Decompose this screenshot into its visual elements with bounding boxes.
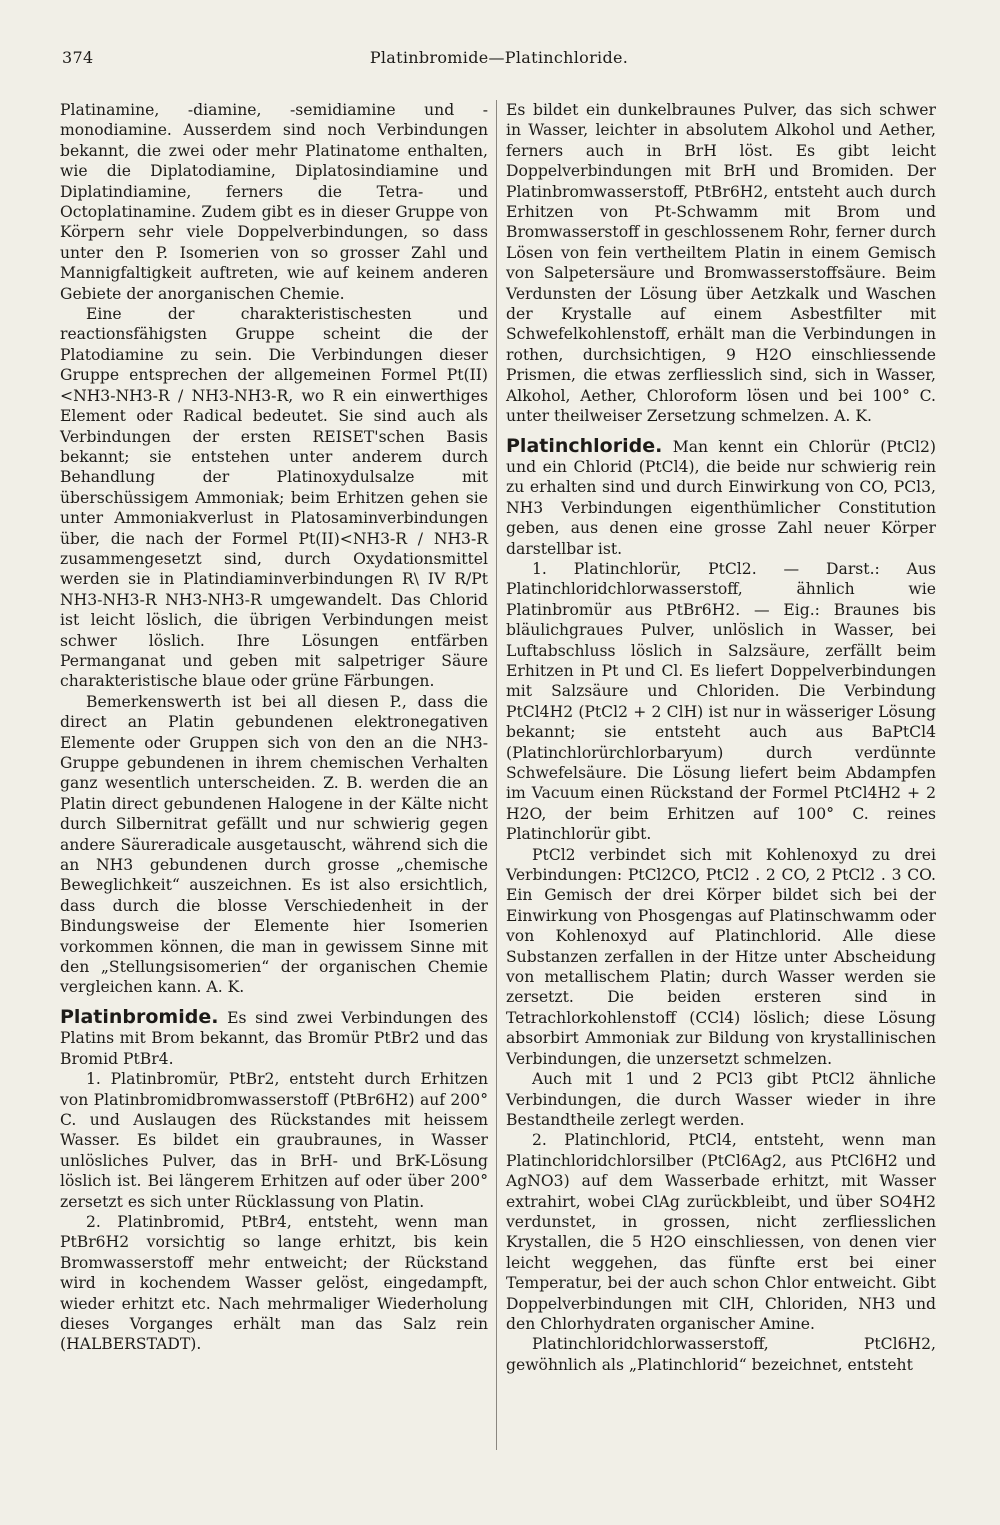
paragraph-kohlenoxyd: PtCl2 verbindet sich mit Kohlenoxyd zu drei Verbindungen: PtCl2CO, PtCl2 . 2 CO, 2 PtCl2 . 3 CO. Ein Gemisch der drei Körper bildet sich bei der Einwirkung von Phosgengas auf Platinschwamm oder von Kohlenoxyd auf Platinchlorid. Alle diese Substanzen zerfallen in der Hitze unter Abscheidung von metallischem Platin; durch Wasser werden sie zersetzt. Die beiden ersteren sind in Tetrachlorkohlenstoff (CCl4) löslich; diese Lösung absorbirt Ammoniak zur Bildung von krystallinischen Verbindungen, die unzersetzt schmelzen. bbox=[506, 845, 936, 1068]
section-platinbromide: Platinbromide. Es sind zwei Verbindungen des Platins mit Brom bekannt, das Bromür PtBr2 und das Bromid PtBr4. bbox=[60, 1005, 488, 1068]
section-heading: Platinbromide. bbox=[60, 1005, 219, 1028]
right-column bbox=[506, 100, 936, 1375]
page-number: 374 bbox=[62, 48, 94, 67]
left-column bbox=[60, 100, 488, 1355]
paragraph-platinamine-intro: Platinamine, -diamine, -semidiamine und -monodiamine. Ausserdem sind noch Verbindungen bekannt, die zwei oder mehr Platinatome enthalten, wie die Diplatodiamine, Diplatosindiamine und Diplatindiamine, ferners die Tetra- und Octoplatinamine. Zudem gibt es in dieser Gruppe von Körpern sehr viele Doppelverbindungen, so dass unter den P. Isomerien von so grosser Zahl und Mannigfaltigkeit auftreten, wie auf keinem anderen Gebiete der anorganischen Chemie. bbox=[60, 101, 488, 303]
page-header bbox=[62, 48, 936, 72]
running-title: Platinbromide—Platinchloride. bbox=[369, 48, 629, 67]
paragraph-pcl3: Auch mit 1 und 2 PCl3 gibt PtCl2 ähnliche Verbindungen, die durch Wasser wieder in ihre Bestandtheile zerlegt werden. bbox=[506, 1070, 936, 1129]
paragraph-platinbromid: 2. Platinbromid, PtBr4, entsteht, wenn man PtBr6H2 vorsichtig so lange erhitzt, bis kein Bromwasserstoff mehr entweicht; der Rückstand wird in kochendem Wasser gelöst, eingedampft, wieder erhitzt etc. Nach mehrmaliger Wiederholung dieses Vorganges erhält man das Salz rein (HALBERSTADT). bbox=[60, 1212, 488, 1354]
section-platinchloride: Platinchloride. Man kennt ein Chlorür (PtCl2) und ein Chlorid (PtCl4), die beide nur schwierig rein zu erhalten sind und durch Einwirkung von CO, PCl3, NH3 Verbindungen eigenthümlicher Constitution geben, aus denen eine grosse Zahl neuer Körper darstellbar ist. bbox=[506, 434, 936, 558]
paragraph-bromid-properties: Es bildet ein dunkelbraunes Pulver, das sich schwer in Wasser, leichter in absolutem Alkohol und Aether, ferners auch in BrH löst. Es gibt leicht Doppelverbindungen mit BrH und Bromiden. Der Platinbromwasserstoff, PtBr6H2, entsteht auch durch Erhitzen von Pt-Schwamm mit Brom und Bromwasserstoff in geschlossenem Rohr, ferner durch Lösen von fein vertheiltem Platin in einem Gemisch von Salpetersäure und Bromwasserstoffsäure. Beim Verdunsten der Lösung über Aetzkalk und Waschen der Krystalle auf einem Asbestfilter mit Schwefelkohlenstoff, erhält man die Verbindungen in rothen, durchsichtigen, 9 H2O einschliessende Prismen, die etwas zerfliesslich sind, sich in Wasser, Alkohol, Aether, Chloroform lösen und bei 100° C. unter theilweiser Zersetzung schmelzen. A. K. bbox=[506, 101, 936, 426]
column-divider bbox=[496, 100, 497, 1450]
paragraph-platodiamine: Eine der charakteristischesten und reactionsfähigsten Gruppe scheint die der Platodiamine zu sein. Die Verbindungen dieser Gruppe entsprechen der allgemeinen Formel Pt(II)<NH3-NH3-R / NH3-NH3-R, wo R ein einwerthiges Element oder Radical bedeutet. Sie sind auch als Verbindungen der ersten REISET'schen Basis bekannt; sie entstehen unter anderem durch Behandlung der Platinoxydulsalze mit überschüssigem Ammoniak; beim Erhitzen gehen sie unter Ammoniakverlust in Platosaminverbindungen über, die nach der Formel Pt(II)<NH3-R / NH3-R zusammengesetzt sind, durch Oxydationsmittel werden sie in Platindiaminverbindungen R\ IV R/Pt NH3-NH3-R NH3-NH3-R umgewandelt. Das Chlorid ist leicht löslich, die übrigen Verbindungen meist schwer löslich. Ihre Lösungen entfärben Permanganat und geben mit salpetriger Säure charakteristische blaue oder grüne Färbungen. bbox=[60, 305, 488, 691]
paragraph-platinchlorid: 2. Platinchlorid, PtCl4, entsteht, wenn man Platinchloridchlorsilber (PtCl6Ag2, aus PtCl6H2 und AgNO3) auf dem Wasserbade erhitzt, mit Wasser extrahirt, wobei ClAg zurückbleibt, und über SO4H2 verdunstet, in grossen, nicht zerfliesslichen Krystallen, die 5 H2O einschliessen, von denen vier leicht weggehen, das fünfte erst bei einer Temperatur, bei der auch schon Chlor entweicht. Gibt Doppelverbindungen mit ClH, Chloriden, NH3 und den Chlorhydraten organischer Amine. bbox=[506, 1131, 936, 1333]
paragraph-platinbromuer: 1. Platinbromür, PtBr2, entsteht durch Erhitzen von Platinbromidbromwasserstoff (PtBr6H2) auf 200° C. und Auslaugen des Rückstandes mit heissem Wasser. Es bildet ein graubraunes, in Wasser unlösliches Pulver, das in BrH- und BrK-Lösung löslich ist. Bei längerem Erhitzen auf oder über 200° zersetzt es sich unter Rücklassung von Platin. bbox=[60, 1070, 488, 1211]
paragraph-platinchloridchlorwasserstoff: Platinchloridchlorwasserstoff, PtCl6H2, gewöhnlich als „Platinchlorid“ bezeichnet, entsteht bbox=[506, 1335, 936, 1374]
paragraph-platinchloruer: 1. Platinchlorür, PtCl2. — Darst.: Aus Platinchloridchlorwasserstoff, ähnlich wie Platinbromür aus PtBr6H2. — Eig.: Braunes bis bläulichgraues Pulver, unlöslich in Wasser, bei Luftabschluss löslich in Salzsäure, zerfällt beim Erhitzen in Pt und Cl. Es liefert Doppelverbindungen mit Salzsäure und Chloriden. Die Verbindung PtCl4H2 (PtCl2 + 2 ClH) ist nur in wässeriger Lösung bekannt; sie entsteht auch aus BaPtCl4 (Platinchlorürchlorbaryum) durch verdünnte Schwefelsäure. Die Lösung liefert beim Abdampfen im Vacuum einen Rückstand der Formel PtCl4H2 + 2 H2O, der beim Erhitzen auf 100° C. reines Platinchlorür gibt. bbox=[506, 559, 936, 844]
section-heading: Platinchloride. bbox=[506, 434, 663, 457]
paragraph-bemerkenswerth: Bemerkenswerth ist bei all diesen P., dass die direct an Platin gebundenen elektronegativen Elemente oder Gruppen sich von den an die NH3-Gruppe gebundenen in ihrem chemischen Verhalten ganz wesentlich unterscheiden. Z. B. werden die an Platin direct gebundenen Halogene in der Kälte nicht durch Silbernitrat gefällt und nur schwierig gegen andere Säureradicale ausgetauscht, während sich die an NH3 gebundenen durch grosse „chemische Beweglichkeit“ auszeichnen. Es ist also ersichtlich, dass durch die blosse Verschiedenheit in der Bindungsweise der Elemente hier Isomerien vorkommen können, die man in gewissem Sinne mit den „Stellungsisomerien“ der organischen Chemie vergleichen kann. A. K. bbox=[60, 692, 488, 997]
